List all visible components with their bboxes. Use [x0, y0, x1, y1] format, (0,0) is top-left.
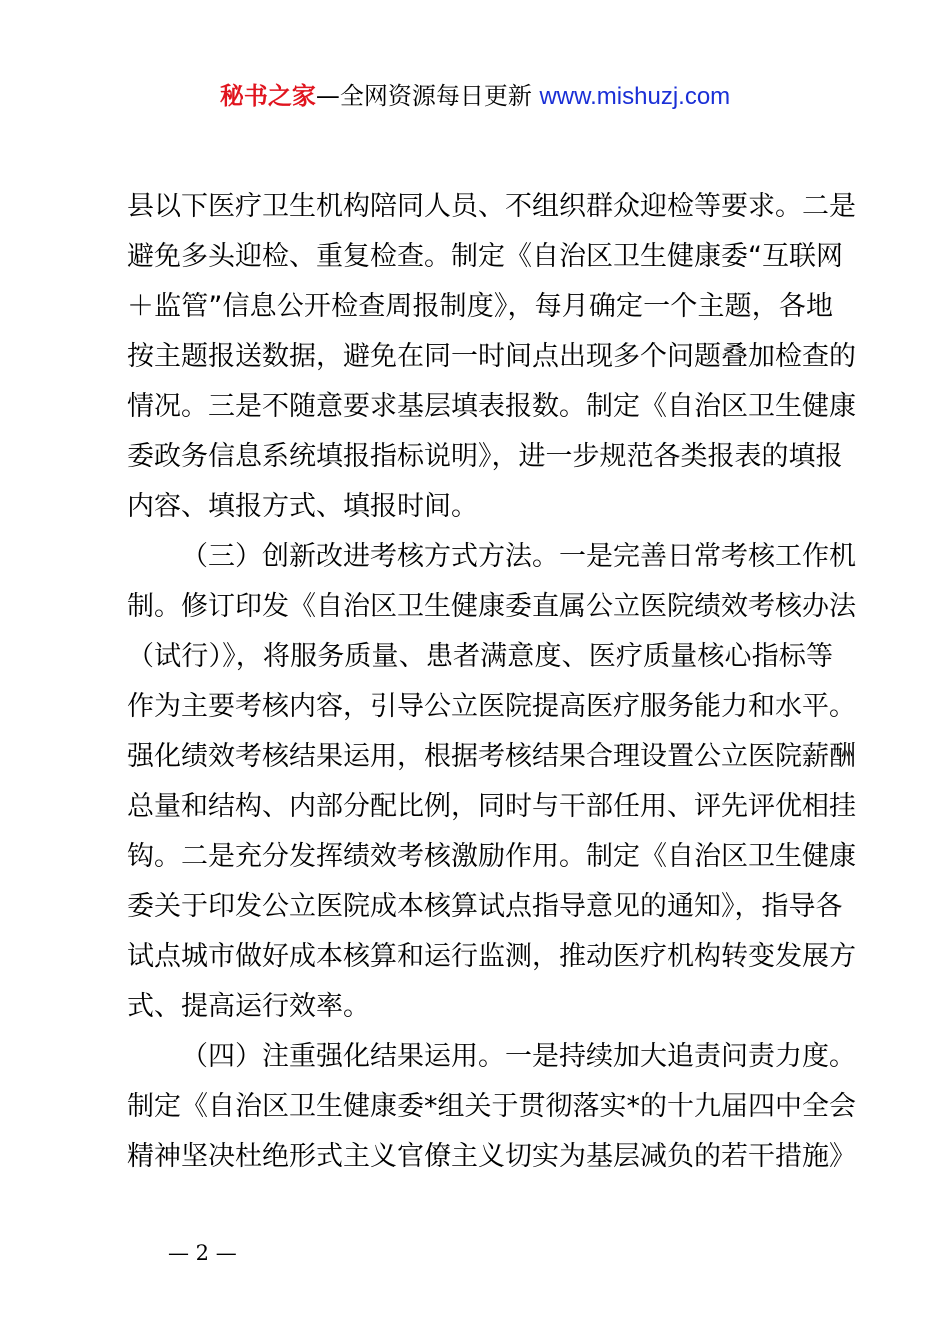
page-number: — 2 — [168, 1241, 237, 1265]
text-line: 作为主要考核内容，引导公立医院提高医疗服务能力和水平。 [127, 691, 856, 722]
section-heading-line: （三）创新改进考核方式方法。一是完善日常考核工作机 [181, 541, 856, 572]
brand-name: 秘书之家 [219, 82, 316, 110]
text-line: 县以下医疗卫生机构陪同人员、不组织群众迎检等要求。二是 [127, 191, 856, 222]
text-line: 制定《自治区卫生健康委*组关于贯彻落实*的十九届四中全会 [127, 1091, 856, 1122]
text-line: 按主题报送数据，避免在同一时间点出现多个问题叠加检查的 [127, 341, 856, 372]
text-line: 情况。三是不随意要求基层填表报数。制定《自治区卫生健康 [127, 391, 856, 422]
text-line: 避免多头迎检、重复检查。制定《自治区卫生健康委“互联网 [127, 241, 843, 272]
text-line: ＋监管”信息公开检查周报制度》，每月确定一个主题，各地 [127, 291, 833, 322]
text-line: 委政务信息系统填报指标说明》，进一步规范各类报表的填报 [127, 441, 843, 472]
text-line: 精神坚决杜绝形式主义官僚主义切实为基层减负的若干措施》 [127, 1141, 856, 1172]
text-line: 制。修订印发《自治区卫生健康委直属公立医院绩效考核办法 [127, 591, 856, 622]
section-heading-line: （四）注重强化结果运用。一是持续加大追责问责力度。 [181, 1041, 856, 1072]
text-line: 钩。二是充分发挥绩效考核激励作用。制定《自治区卫生健康 [127, 841, 856, 872]
text-line: 总量和结构、内部分配比例，同时与干部任用、评先评优相挂 [127, 791, 856, 822]
site-url-link[interactable]: www.mishuzj.com [539, 83, 731, 110]
text-line: 试点城市做好成本核算和运行监测，推动医疗机构转变发展方 [127, 941, 856, 972]
site-header [0, 78, 950, 115]
text-line: （试行）》，将服务质量、患者满意度、医疗质量核心指标等 [127, 641, 833, 672]
document-body [127, 182, 856, 1182]
text-line: 委关于印发公立医院成本核算试点指导意见的通知》，指导各 [127, 891, 843, 922]
text-line: 强化绩效考核结果运用，根据考核结果合理设置公立医院薪酬 [127, 741, 856, 772]
text-line: 式、提高运行效率。 [127, 991, 370, 1022]
text-line: 内容、填报方式、填报时间。 [127, 491, 478, 522]
header-tagline: —全网资源每日更新 [315, 82, 540, 110]
